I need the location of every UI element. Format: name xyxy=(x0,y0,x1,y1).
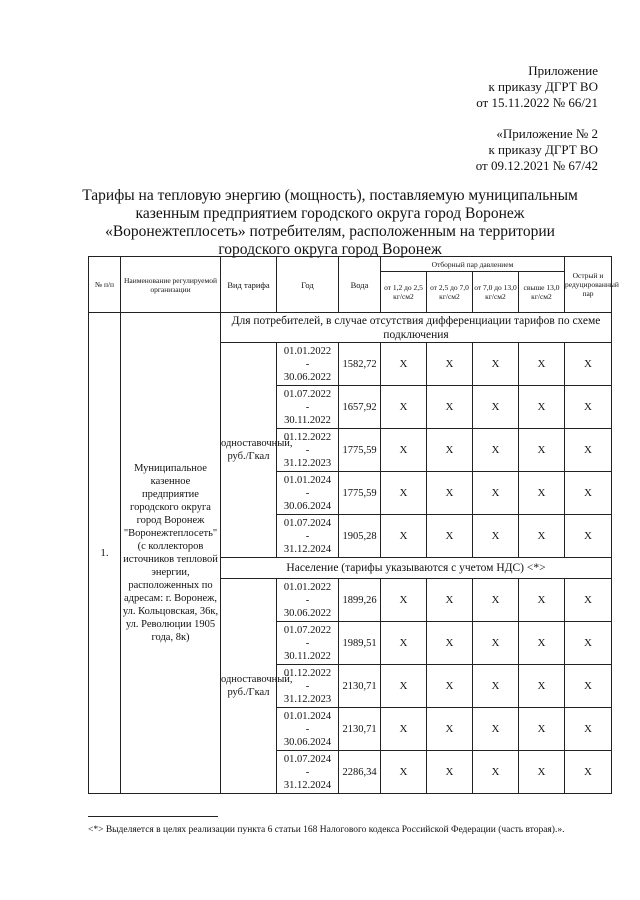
not-applicable-mark: Х xyxy=(519,665,565,708)
period-from: 01.01.2024 xyxy=(283,474,332,486)
not-applicable-mark: Х xyxy=(473,579,519,622)
section-row xyxy=(89,313,612,343)
not-applicable-mark: Х xyxy=(565,708,612,751)
period-from: 01.01.2024 xyxy=(283,710,332,722)
period-from: 01.01.2022 xyxy=(283,345,332,357)
not-applicable-mark: Х xyxy=(427,515,473,558)
not-applicable-mark: Х xyxy=(427,751,473,794)
water-tariff: 1775,59 xyxy=(339,429,381,472)
not-applicable-mark: Х xyxy=(473,751,519,794)
not-applicable-mark: Х xyxy=(519,343,565,386)
water-tariff: 1657,92 xyxy=(339,386,381,429)
period-from: 01.01.2022 xyxy=(283,581,332,593)
period-from: 01.07.2022 xyxy=(283,388,332,400)
not-applicable-mark: Х xyxy=(427,472,473,515)
period-cell xyxy=(277,515,339,558)
not-applicable-mark: Х xyxy=(519,386,565,429)
not-applicable-mark: Х xyxy=(381,665,427,708)
header-steam-4: свыше 13,0 кг/см2 xyxy=(519,272,565,313)
header-steam-2: от 2,5 до 7,0 кг/см2 xyxy=(427,272,473,313)
header-steam-3: от 7,0 до 13,0 кг/см2 xyxy=(473,272,519,313)
header-steam-group: Отборный пар давлением xyxy=(381,257,565,272)
period-dash: - xyxy=(305,637,310,649)
not-applicable-mark: Х xyxy=(427,343,473,386)
not-applicable-mark: Х xyxy=(381,515,427,558)
not-applicable-mark: Х xyxy=(519,579,565,622)
water-tariff: 1989,51 xyxy=(339,622,381,665)
water-tariff: 1905,28 xyxy=(339,515,381,558)
not-applicable-mark: Х xyxy=(381,579,427,622)
not-applicable-mark: Х xyxy=(519,708,565,751)
not-applicable-mark: Х xyxy=(473,665,519,708)
not-applicable-mark: Х xyxy=(381,472,427,515)
not-applicable-mark: Х xyxy=(519,622,565,665)
water-tariff: 1582,72 xyxy=(339,343,381,386)
period-to: 31.12.2024 xyxy=(283,779,332,791)
period-dash: - xyxy=(305,487,310,499)
not-applicable-mark: Х xyxy=(381,751,427,794)
period-cell xyxy=(277,472,339,515)
header-steam-1: от 1,2 до 2,5 кг/см2 xyxy=(381,272,427,313)
not-applicable-mark: Х xyxy=(381,429,427,472)
period-to: 30.11.2022 xyxy=(284,650,331,662)
header-sharp-steam: Острый и редуцированный пар xyxy=(565,257,612,313)
not-applicable-mark: Х xyxy=(381,343,427,386)
period-from: 01.12.2022 xyxy=(283,431,332,443)
tariff-table xyxy=(88,256,619,794)
header-organization: Наименование регулируемой организации xyxy=(121,257,221,313)
previous-appendix-order-ref: к приказу ДГРТ ВО xyxy=(488,142,598,157)
period-dash: - xyxy=(305,680,310,692)
not-applicable-mark: Х xyxy=(473,515,519,558)
not-applicable-mark: Х xyxy=(565,472,612,515)
organization-name: Муниципальное казенное предприятие городского округа город Воронеж "Воронежтеплосеть" (с коллекторов источников тепловой энергии, расположенных по адресам: г. Воронеж, ул. Кольцовская, 36к, ул. Революции 1905 года, 8к) xyxy=(121,313,221,794)
previous-appendix-title: «Приложение № 2 xyxy=(496,126,598,141)
not-applicable-mark: Х xyxy=(519,429,565,472)
not-applicable-mark: Х xyxy=(381,622,427,665)
period-cell xyxy=(277,622,339,665)
not-applicable-mark: Х xyxy=(473,386,519,429)
not-applicable-mark: Х xyxy=(427,708,473,751)
period-cell xyxy=(277,751,339,794)
period-to: 31.12.2023 xyxy=(283,457,332,469)
not-applicable-mark: Х xyxy=(473,472,519,515)
period-to: 30.06.2024 xyxy=(283,736,332,748)
header-water: Вода xyxy=(339,257,381,313)
not-applicable-mark: Х xyxy=(427,429,473,472)
tariff-kind: одноставочный, руб./Гкал xyxy=(221,343,277,558)
not-applicable-mark: Х xyxy=(519,751,565,794)
period-from: 01.12.2022 xyxy=(283,667,332,679)
water-tariff: 1899,26 xyxy=(339,579,381,622)
header-year: Год xyxy=(277,257,339,313)
not-applicable-mark: Х xyxy=(565,751,612,794)
title-line: городского округа город Воронеж xyxy=(218,241,442,258)
period-from: 01.07.2024 xyxy=(283,753,332,765)
period-to: 30.06.2022 xyxy=(283,607,332,619)
header-number: № п/п xyxy=(89,257,121,313)
appendix-title: Приложение xyxy=(528,63,598,78)
not-applicable-mark: Х xyxy=(427,579,473,622)
appendix-header xyxy=(476,63,598,111)
appendix-order-date: от 15.11.2022 № 66/21 xyxy=(476,95,598,110)
period-from: 01.07.2022 xyxy=(283,624,332,636)
period-cell xyxy=(277,343,339,386)
period-dash: - xyxy=(305,358,310,370)
period-cell xyxy=(277,708,339,751)
not-applicable-mark: Х xyxy=(565,386,612,429)
not-applicable-mark: Х xyxy=(381,386,427,429)
period-cell xyxy=(277,386,339,429)
not-applicable-mark: Х xyxy=(565,343,612,386)
not-applicable-mark: Х xyxy=(473,622,519,665)
previous-appendix-header xyxy=(476,126,598,174)
not-applicable-mark: Х xyxy=(565,622,612,665)
row-number: 1. xyxy=(89,313,121,794)
not-applicable-mark: Х xyxy=(427,665,473,708)
period-dash: - xyxy=(305,766,310,778)
not-applicable-mark: Х xyxy=(381,708,427,751)
period-cell xyxy=(277,665,339,708)
period-to: 30.06.2022 xyxy=(283,371,332,383)
period-to: 30.11.2022 xyxy=(284,414,331,426)
not-applicable-mark: Х xyxy=(473,708,519,751)
not-applicable-mark: Х xyxy=(473,429,519,472)
period-cell xyxy=(277,579,339,622)
tariff-kind: одноставочный, руб./Гкал xyxy=(221,579,277,794)
period-dash: - xyxy=(305,401,310,413)
document-title xyxy=(80,187,580,259)
not-applicable-mark: Х xyxy=(427,622,473,665)
period-cell xyxy=(277,429,339,472)
not-applicable-mark: Х xyxy=(427,386,473,429)
not-applicable-mark: Х xyxy=(519,515,565,558)
period-dash: - xyxy=(305,444,310,456)
not-applicable-mark: Х xyxy=(565,579,612,622)
title-line: казенным предприятием городского округа город Воронеж xyxy=(135,205,525,222)
not-applicable-mark: Х xyxy=(565,665,612,708)
period-to: 31.12.2024 xyxy=(283,543,332,555)
previous-appendix-order-date: от 09.12.2021 № 67/42 xyxy=(475,158,598,173)
header-tariff-kind: Вид тарифа xyxy=(221,257,277,313)
water-tariff: 2286,34 xyxy=(339,751,381,794)
section-title: Для потребителей, в случае отсутствия дифференциации тарифов по схеме подключения xyxy=(221,313,612,343)
not-applicable-mark: Х xyxy=(565,429,612,472)
water-tariff: 1775,59 xyxy=(339,472,381,515)
period-to: 31.12.2023 xyxy=(283,693,332,705)
footnote-divider xyxy=(88,816,218,817)
not-applicable-mark: Х xyxy=(473,343,519,386)
title-line: «Воронежтеплосеть» потребителям, расположенным на территории xyxy=(105,223,555,240)
not-applicable-mark: Х xyxy=(519,472,565,515)
period-dash: - xyxy=(305,530,310,542)
period-from: 01.07.2024 xyxy=(283,517,332,529)
title-line: Тарифы на тепловую энергию (мощность), поставляемую муниципальным xyxy=(82,187,578,204)
water-tariff: 2130,71 xyxy=(339,665,381,708)
period-to: 30.06.2024 xyxy=(283,500,332,512)
period-dash: - xyxy=(305,594,310,606)
appendix-order-ref: к приказу ДГРТ ВО xyxy=(488,79,598,94)
section-title: Население (тарифы указываются с учетом НДС) <*> xyxy=(221,558,612,579)
water-tariff: 2130,71 xyxy=(339,708,381,751)
footnote: <*> Выделяется в целях реализации пункта 6 статьи 168 Налогового кодекса Российской Федерации (часть вторая).». xyxy=(88,825,565,835)
period-dash: - xyxy=(305,723,310,735)
not-applicable-mark: Х xyxy=(565,515,612,558)
